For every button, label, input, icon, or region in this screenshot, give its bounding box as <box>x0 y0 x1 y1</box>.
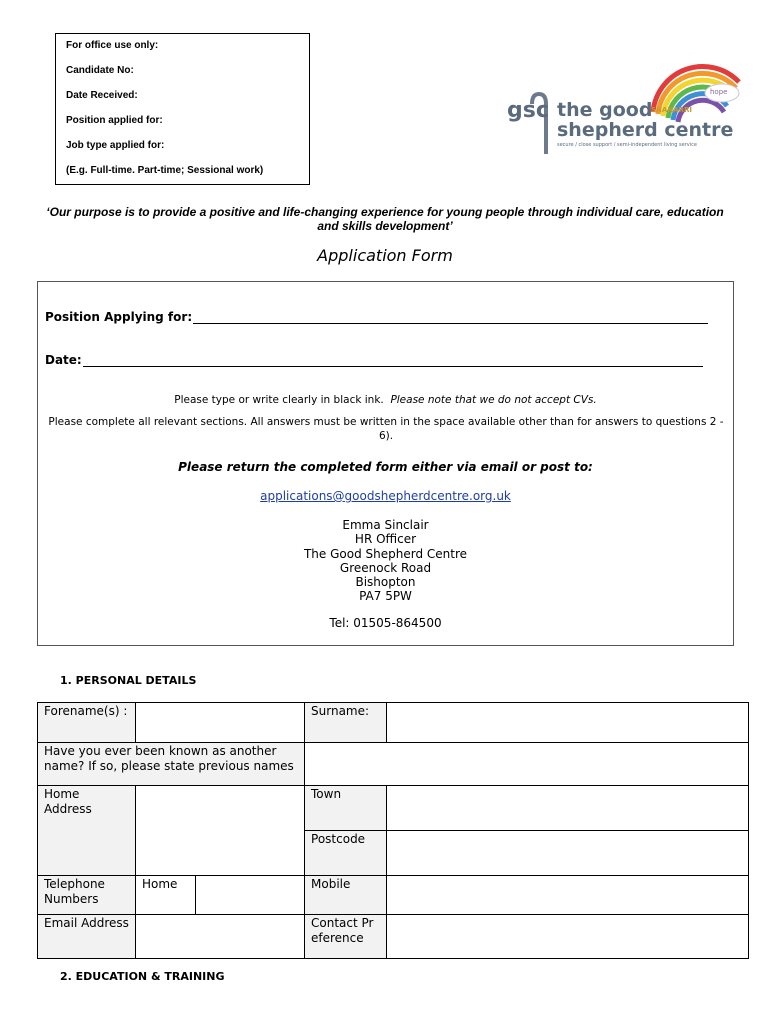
office-use-box <box>55 33 310 185</box>
email-input[interactable] <box>136 915 305 959</box>
logo-tagline: secure / close support / semi-independent living service <box>557 142 697 148</box>
personal-details-table <box>37 702 749 959</box>
previous-names-label: Have you ever been known as another name? If so, please state previous names <box>38 743 305 786</box>
logo-name: the good shepherd centre <box>557 99 734 141</box>
contact-preference-label: Contact Preference <box>305 915 387 959</box>
instruction-ink: Please type or write clearly in black ink. Please note that we do not accept CVs. <box>174 394 597 406</box>
address-street: Greenock Road <box>339 560 432 575</box>
address-title: HR Officer <box>354 532 417 547</box>
position-applied-label: Position applied for: <box>66 115 163 126</box>
position-applying-field[interactable] <box>193 312 708 324</box>
hope-label: hope <box>710 88 728 96</box>
form-title: Application Form <box>317 246 453 265</box>
home-address-input[interactable] <box>136 786 305 876</box>
position-applying-label: Position Applying for: <box>45 310 193 324</box>
logo-initials: gsc <box>507 98 549 123</box>
job-type-label: Job type applied for: <box>66 140 165 151</box>
position-applying-row[interactable] <box>45 310 708 324</box>
address-org: The Good Shepherd Centre <box>303 546 468 561</box>
forenames-input[interactable] <box>136 703 305 743</box>
surname-label: Surname: <box>305 703 387 743</box>
date-label: Date: <box>45 353 82 367</box>
shanarri-label: SHANARRI <box>651 106 692 114</box>
purpose-statement: ‘Our purpose is to provide a positive and life-changing experience for young people through individual care, education and skills development’ <box>46 205 724 233</box>
surname-input[interactable] <box>387 703 749 743</box>
forenames-label: Forename(s) : <box>38 703 136 743</box>
mobile-label: Mobile <box>305 876 387 915</box>
email-link[interactable]: applications@goodshepherdcentre.org.uk <box>260 489 511 503</box>
return-instruction: Please return the completed form either via email or post to: <box>178 460 593 474</box>
mobile-input[interactable] <box>387 876 749 915</box>
contact-preference-input[interactable] <box>387 915 749 959</box>
telephone: Tel: 01505-864500 <box>329 616 442 630</box>
date-received-label: Date Received: <box>66 90 138 101</box>
home-phone-input[interactable] <box>196 876 305 915</box>
town-label: Town <box>305 786 387 831</box>
section-personal-details-title: 1. PERSONAL DETAILS <box>60 674 197 687</box>
date-field[interactable] <box>83 355 703 367</box>
application-info-box <box>37 281 734 646</box>
address-name: Emma Sinclair <box>342 518 429 532</box>
previous-names-input[interactable] <box>305 743 749 786</box>
postal-address <box>38 518 733 604</box>
job-type-example: (E.g. Full-time. Part-time; Sessional work) <box>66 165 264 176</box>
gsc-logo <box>505 62 750 162</box>
candidate-no-label: Candidate No: <box>66 65 134 76</box>
office-heading: For office use only: <box>66 40 159 51</box>
section-education-title: 2. EDUCATION & TRAINING <box>60 970 225 983</box>
address-postcode: PA7 5PW <box>359 589 412 604</box>
postcode-label: Postcode <box>305 831 387 876</box>
postcode-input[interactable] <box>387 831 749 876</box>
town-input[interactable] <box>387 786 749 831</box>
address-town: Bishopton <box>355 575 416 590</box>
home-address-label: Home Address <box>38 786 136 876</box>
telephone-label: Telephone Numbers <box>38 876 136 915</box>
instruction-sections: Please complete all relevant sections. All answers must be written in the space available other than for answers to questions 2 - 6). <box>48 416 724 442</box>
email-label: Email Address <box>38 915 136 959</box>
home-phone-label: Home <box>136 876 196 915</box>
no-cvs-note: Please note that we do not accept CVs. <box>390 394 597 406</box>
date-row[interactable] <box>45 353 703 367</box>
